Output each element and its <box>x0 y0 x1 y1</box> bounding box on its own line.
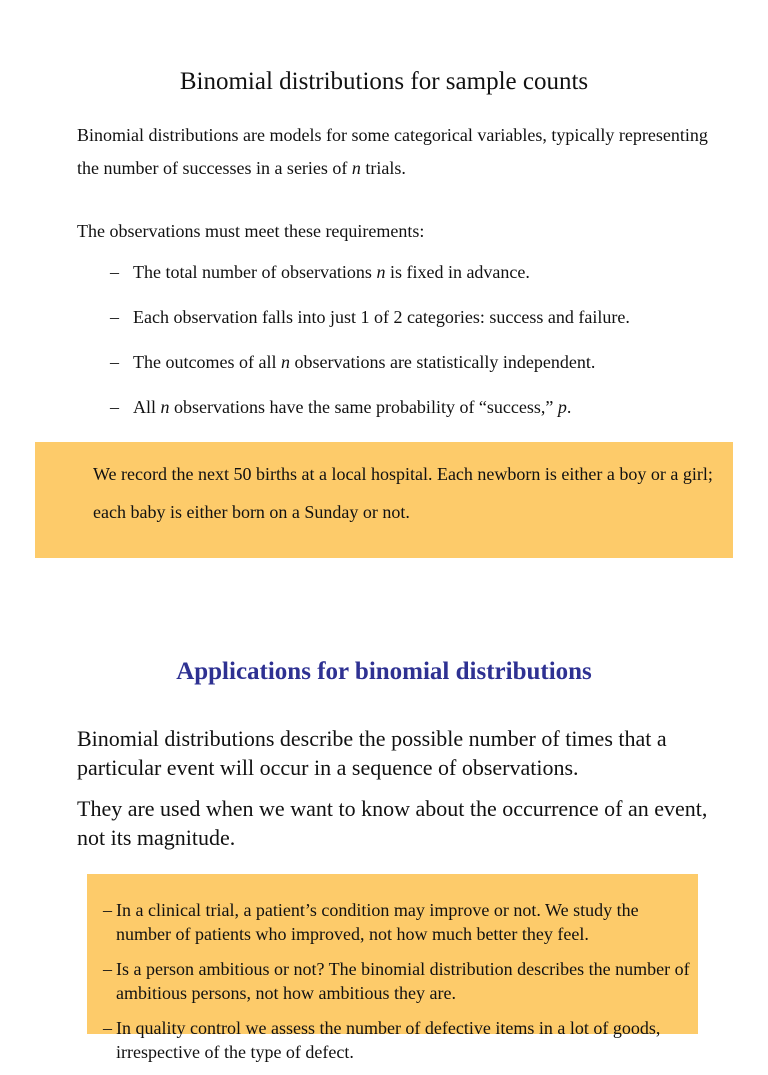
dash-bullet: – <box>103 959 112 979</box>
dash-bullet: – <box>103 900 112 920</box>
example-text: We record the next 50 births at a local hospital. Each newborn is either a boy or a girl; each baby is either born on a Sunday or not. <box>93 464 713 522</box>
examples-list <box>103 898 693 1075</box>
applications-examples-box <box>87 874 698 1062</box>
list-item: – The total number of observations n is fixed in advance. <box>110 259 730 304</box>
dash-bullet: – <box>103 1018 112 1038</box>
intro-paragraph: Binomial distributions are models for some categorical variables, typically representing the number of successes in a series of n trials. <box>77 125 708 178</box>
requirements-heading: The observations must meet these requirements: <box>77 221 425 241</box>
list-item: – Each observation falls into just 1 of 2 categories: success and failure. <box>110 304 730 349</box>
list-item: – The outcomes of all n observations are statistically independent. <box>110 349 730 394</box>
applications-title: Applications for binomial distributions <box>176 658 592 685</box>
applications-paragraph-1: Binomial distributions describe the possible number of times that a particular event will occur in a sequence of observations. <box>77 726 667 780</box>
list-item: – In a clinical trial, a patient’s condition may improve or not. We study the number of patients who improved, not how much better they feel. <box>103 900 639 944</box>
list-item: – Is a person ambitious or not? The binomial distribution describes the number of ambitious persons, not how ambitious they are. <box>103 959 690 1003</box>
dash-bullet: – <box>110 262 119 282</box>
list-item: – In quality control we assess the number of defective items in a lot of goods, irrespective of the type of defect. <box>103 1018 661 1062</box>
dash-bullet: – <box>110 307 119 327</box>
example-box <box>35 442 733 558</box>
dash-bullet: – <box>110 352 119 372</box>
dash-bullet: – <box>110 397 119 417</box>
list-item: – All n observations have the same probability of “success,” p. <box>110 394 730 439</box>
requirements-list <box>110 259 730 439</box>
section-title: Binomial distributions for sample counts <box>179 68 589 95</box>
applications-paragraph-2: They are used when we want to know about the occurrence of an event, not its magnitude. <box>77 796 708 850</box>
